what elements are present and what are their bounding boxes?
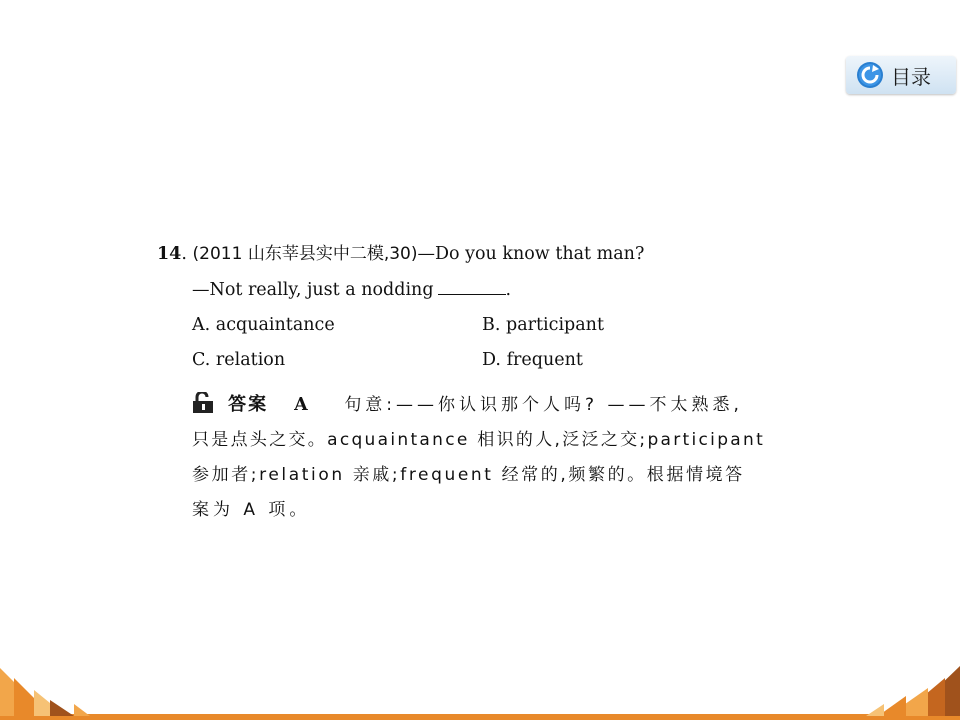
unlock-icon (192, 392, 214, 414)
corner-triangle-right (900, 678, 945, 716)
explanation-line-2 (192, 428, 765, 452)
corner-triangle-left (50, 700, 74, 716)
option-c (192, 348, 285, 372)
question-prompt: —Do you know that man? (417, 244, 645, 264)
corner-triangle-left (34, 690, 66, 716)
option-letter: D. (482, 350, 501, 370)
corner-triangle-left (0, 668, 48, 716)
explanation-line: 句意:——你认识那个人吗? ——不太熟悉, (344, 395, 743, 415)
option-text: frequent (506, 350, 583, 370)
answer-blank (438, 279, 506, 295)
corner-triangle-right (908, 666, 960, 716)
toc-button[interactable] (846, 56, 956, 94)
question-number: 14 (157, 244, 182, 264)
toc-label: 目录 (891, 64, 931, 89)
bottom-bar (0, 714, 960, 720)
question-line: 14. (2011 山东莘县实中二模,30)—Do you know that man? (157, 244, 645, 264)
explanation-text: 参加者;relation 亲戚;frequent 经常的,频繁的。根据情境答 (192, 465, 745, 485)
answer-line (192, 392, 743, 417)
option-d (482, 348, 583, 372)
option-text: relation (215, 350, 286, 370)
answer-label: 答案 (228, 394, 269, 415)
option-text: participant (506, 315, 604, 335)
explanation-text: 只是点头之交。acquaintance 相识的人,泛泛之交;participant (192, 430, 766, 450)
question-response: —Not really, just a nodding (192, 280, 434, 300)
explanation-line-3 (192, 463, 745, 487)
option-text: acquaintance (215, 315, 335, 335)
option-a (192, 313, 335, 337)
answer-letter: A (294, 395, 309, 415)
response-end: . (505, 280, 512, 300)
corner-triangle-right (878, 696, 906, 716)
corner-triangle-right (888, 688, 928, 716)
option-b (482, 313, 604, 337)
option-letter: C. (192, 350, 211, 370)
refresh-circle-icon (856, 61, 884, 89)
question-source: (2011 山东莘县实中二模,30) (192, 244, 418, 264)
explanation-line-4 (192, 498, 310, 522)
explanation-text: 案为 A 项。 (192, 500, 311, 520)
corner-triangle-right (866, 704, 884, 716)
corner-triangle-left (14, 678, 52, 716)
option-letter: B. (482, 315, 501, 335)
corner-triangle-left (74, 704, 90, 716)
response-line (192, 278, 511, 302)
option-letter: A. (192, 315, 211, 335)
